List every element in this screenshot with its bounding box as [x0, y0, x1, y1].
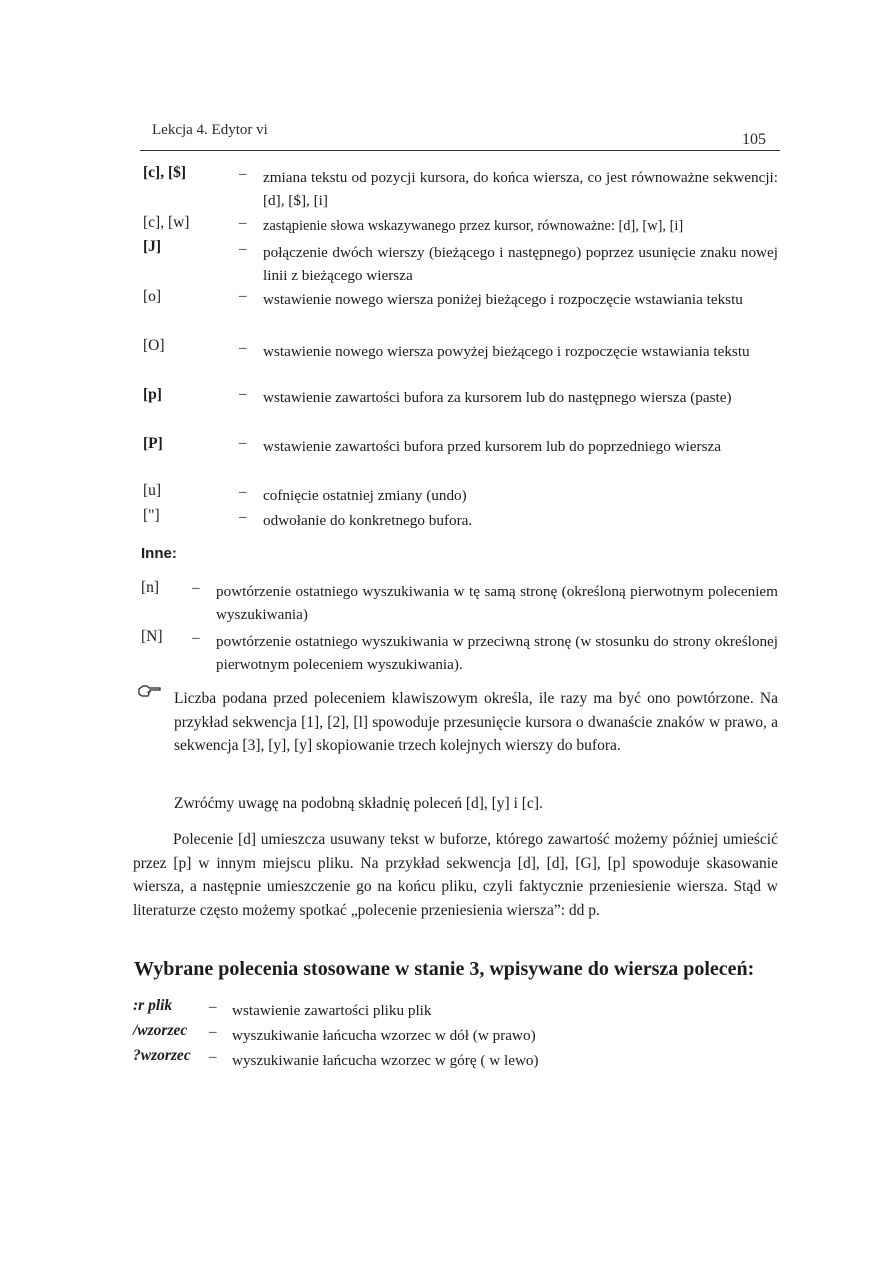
dash: – [192, 630, 200, 646]
cmd-key: [p] [143, 386, 162, 403]
dash: – [209, 999, 217, 1015]
cmd-key: [O] [143, 337, 165, 354]
pointing-hand-icon [137, 684, 161, 698]
inne-description: powtórzenie ostatniego wyszukiwania w tę samą stronę (określoną pierwotnym poleceniem wyszukiwania) [216, 583, 778, 623]
dash: – [239, 386, 247, 402]
cmd-description: wstawienie nowego wiersza powyżej bieżącego i rozpoczęcie wstawiania tekstu [263, 343, 750, 360]
cmd-key: ?wzorzec [133, 1047, 191, 1064]
cmd-key: [P] [143, 435, 163, 452]
cmd-key: [c], [$] [143, 164, 187, 181]
cmd-key: [o] [143, 288, 162, 305]
cmd-description: wstawienie nowego wiersza poniżej bieżącego i rozpoczęcie wstawiania tekstu [263, 291, 743, 308]
cmd-key: [J] [143, 238, 162, 255]
cmd-description: zmiana tekstu od pozycji kursora, do końca wiersza, co jest równoważne sekwencji: [d], [$], [i] [263, 169, 778, 209]
dash: – [239, 484, 247, 500]
cmd-description: połączenie dwóch wierszy (bieżącego i następnego) poprzez usunięcie znaku nowej linii z bieżącego wiersza [263, 244, 778, 284]
cmd-key: [u] [143, 482, 162, 499]
dash: – [239, 288, 247, 304]
section-description: wyszukiwanie łańcucha wzorzec w górę ( w lewo) [232, 1052, 539, 1069]
body-paragraph: Zwróćmy uwagę na podobną składnię poleceń [d], [y] i [c]. [174, 795, 543, 812]
dash: – [239, 215, 247, 231]
section-description: wyszukiwanie łańcucha wzorzec w dół (w prawo) [232, 1027, 536, 1044]
cmd-key: [n] [141, 579, 160, 596]
header-rule [140, 150, 780, 151]
page-number: 105 [742, 131, 766, 148]
section-description: wstawienie zawartości pliku plik [232, 1002, 432, 1019]
dash: – [239, 340, 247, 356]
dash: – [239, 241, 247, 257]
inne-heading: Inne: [141, 545, 177, 562]
body-paragraph: Polecenie [d] umieszcza usuwany tekst w buforze, którego zawartość możemy później umieścić przez [p] w innym miejscu pliku. Na przykład sekwencja [d], [d], [G], [p] spowoduje skasowanie wiersza, a następnie umieszczenie go na końcu pliku, czyli faktycznie przeniesienie wiersza. Stąd w literaturze często możemy spotkać „polecenie przeniesienia wiersza”: dd p. [133, 831, 778, 919]
note-paragraph: Liczba podana przed poleceniem klawiszowym określa, ile razy ma być ono powtórzone. Na przykład sekwencja [1], [2], [l] spowoduje przesunięcie kursora o dwanaście znaków w prawo, a sekwencja [3], [y], [y] skopiowanie trzech kolejnych wierszy do bufora. [174, 690, 778, 754]
cmd-key: [N] [141, 628, 163, 645]
cmd-description: cofnięcie ostatniej zmiany (undo) [263, 487, 467, 504]
cmd-key: [c], [w] [143, 214, 190, 231]
dash: – [239, 166, 247, 182]
dash: – [192, 580, 200, 596]
cmd-key: :r plik [133, 997, 173, 1014]
cmd-description: wstawienie zawartości bufora za kursorem lub do następnego wiersza (paste) [263, 389, 732, 406]
dash: – [209, 1049, 217, 1065]
inne-description: powtórzenie ostatniego wyszukiwania w przeciwną stronę (w stosunku do strony określonej pierwotnym poleceniem wyszukiwania). [216, 633, 778, 673]
cmd-description: wstawienie zawartości bufora przed kursorem lub do poprzedniego wiersza [263, 438, 721, 455]
running-header-title: Lekcja 4. Edytor vi [152, 122, 268, 138]
dash: – [209, 1024, 217, 1040]
cmd-key: /wzorzec [133, 1022, 188, 1039]
cmd-key: ["] [143, 507, 160, 524]
dash: – [239, 509, 247, 525]
dash: – [239, 435, 247, 451]
cmd-description: odwołanie do konkretnego bufora. [263, 512, 473, 529]
section-heading: Wybrane polecenia stosowane w stanie 3, wpisywane do wiersza poleceń: [134, 958, 755, 980]
cmd-description: zastąpienie słowa wskazywanego przez kursor, równoważne: [d], [w], [i] [263, 218, 684, 234]
